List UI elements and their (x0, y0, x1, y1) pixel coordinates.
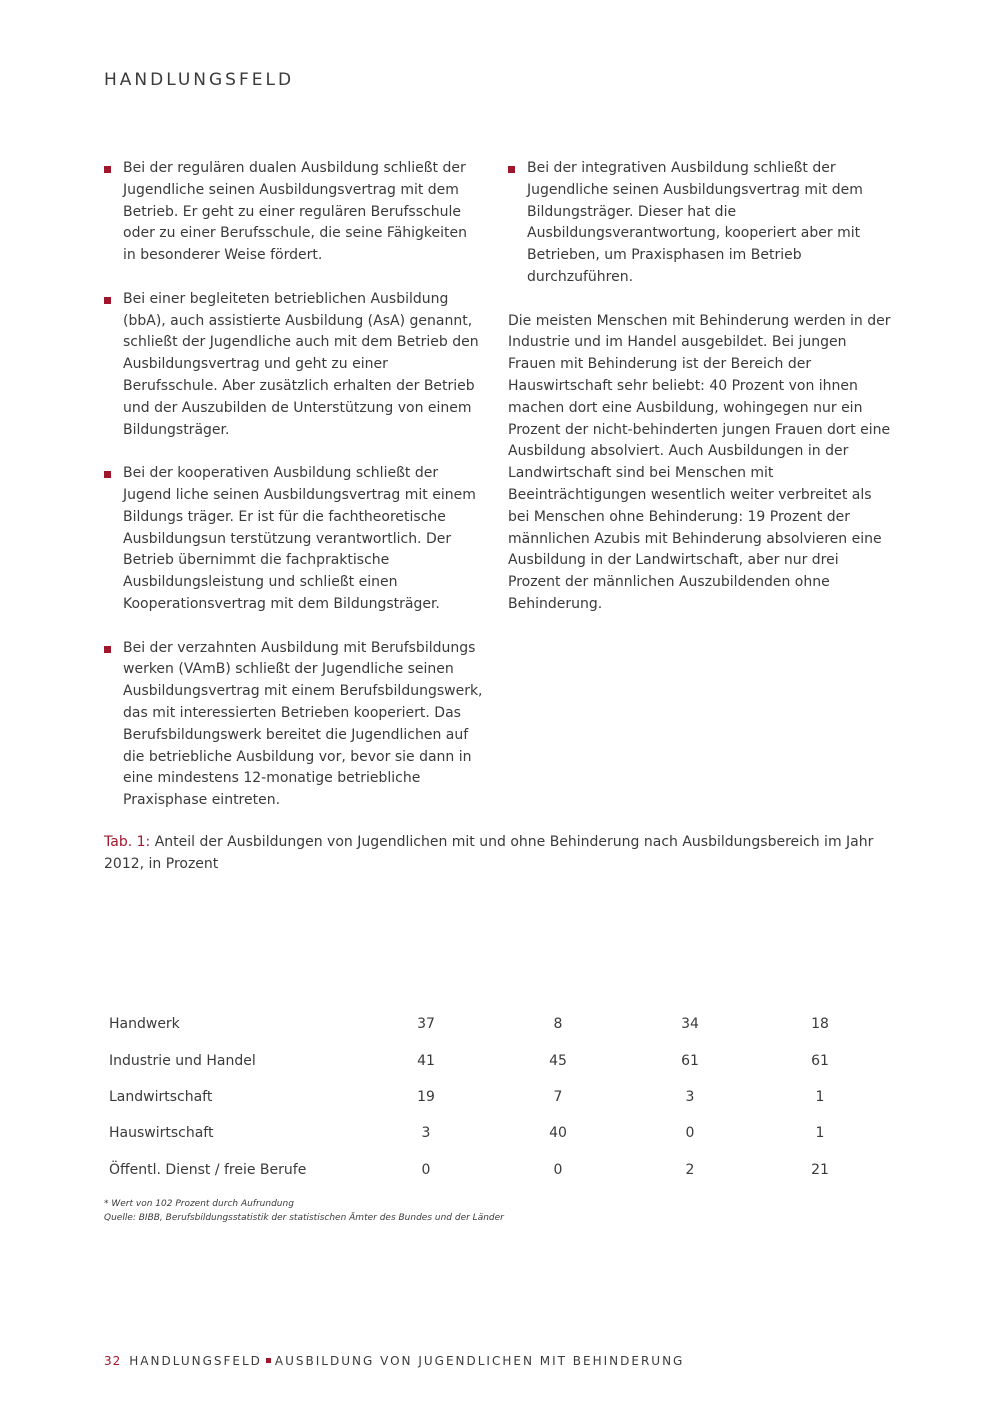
data-table (104, 1006, 884, 1188)
table-footnote: * Wert von 102 Prozent durch Aufrundung (104, 1199, 294, 1209)
bullet-square-icon (104, 646, 111, 653)
table-row (104, 1042, 884, 1078)
table-row (104, 1115, 884, 1151)
table-row (104, 1152, 884, 1188)
list-item (104, 638, 484, 812)
bullet-text: Bei einer begleiteten betrieblichen Ausbildung (bbA), auch assistierte Ausbildung (AsA) genannt, schließt der Jugendliche auch mit dem Betrieb den Ausbildungsvertrag und geht zu einer Berufsschule. Aber zusätzlich erhalten der Betrieb und der Auszubilden de Unterstützung von einem Bildungsträger. (123, 290, 479, 438)
row-label: Landwirtschaft (109, 1088, 213, 1105)
footer-title: AUSBILDUNG VON JUGENDLICHEN MIT BEHINDERUNG (274, 1354, 685, 1368)
table-cell: 2 (685, 1161, 695, 1178)
table-cell: 0 (685, 1125, 695, 1142)
table-cell: 18 (811, 1016, 829, 1033)
bullet-text: Bei der integrativen Ausbildung schließt der Jugendliche seinen Ausbildungsvertrag mit dem Bildungsträger. Dieser hat die Ausbildungsverantwortung, kooperiert aber mit Betrieben, um Praxisphasen im Betrieb durchzuführen. (527, 160, 863, 285)
table-cell: 45 (549, 1052, 567, 1069)
table-cell: 61 (811, 1052, 829, 1069)
bullet-text: Bei der verzahnten Ausbildung mit Berufsbildungs werken (VAmB) schließt der Jugendliche seinen Ausbildungsvertrag mit einem Berufsbildungswerk, das mit interessierten Betrieben kooperiert. Das Berufsbildungswerk bereitet die Jugendlichen auf die betriebliche Ausbildung vor, bevor sie dann in eine mindestens 12-monatige betriebliche Praxisphase eintreten. (123, 639, 483, 809)
table-cell: 41 (417, 1052, 435, 1069)
row-label: Handwerk (109, 1016, 180, 1033)
table-cell: 7 (553, 1088, 563, 1105)
table-notes (104, 1197, 504, 1225)
table-source: Quelle: BIBB, Berufsbildungsstatistik der statistischen Ämter des Bundes und der Länder (104, 1213, 504, 1223)
table-cell: 19 (417, 1088, 435, 1105)
table-cell: 8 (553, 1016, 563, 1033)
row-label: Hauswirtschaft (109, 1125, 214, 1142)
table-row (104, 1006, 884, 1042)
table-cell: 40 (549, 1125, 567, 1142)
left-column (104, 158, 484, 834)
list-item (104, 463, 484, 616)
table-cell: 1 (815, 1088, 825, 1105)
table-cell: 0 (421, 1161, 431, 1178)
table-cell: 61 (681, 1052, 699, 1069)
table-caption-label: Tab. 1: (104, 834, 151, 850)
page-number: 32 (104, 1354, 122, 1368)
right-column (508, 158, 892, 616)
page-header: HANDLUNGSFELD (104, 70, 295, 90)
table-cell: 37 (417, 1016, 435, 1033)
list-item (104, 289, 484, 442)
bullet-square-icon (508, 166, 515, 173)
row-label: Öffentl. Dienst / freie Berufe (109, 1161, 307, 1178)
table-caption-text: Anteil der Ausbildungen von Jugendlichen mit und ohne Behinderung nach Ausbildungsbereich im Jahr 2012, in Prozent (104, 834, 874, 872)
page-footer (104, 1354, 684, 1368)
bullet-square-icon (104, 166, 111, 173)
body-paragraph: Die meisten Menschen mit Behinderung werden in der Industrie und im Handel ausgebildet. Bei jungen Frauen mit Behinderung ist der Bereich der Hauswirtschaft sehr beliebt: 40 Prozent von ihnen machen dort eine Ausbildung, wohingegen nur ein Prozent der nicht-behinderten jungen Frauen dort eine Ausbildung absolviert. Auch Ausbildungen in der Landwirtschaft sind bei Menschen mit Beeinträchtigungen wesentlich weiter verbreitet als bei Menschen ohne Behinderung: 19 Prozent der männlichen Azubis mit Behinderung absolvieren eine Ausbildung in der Landwirtschaft, aber nur drei Prozent der männlichen Auszubildenden ohne Behinderung. (508, 312, 891, 612)
bullet-square-icon (104, 471, 111, 478)
table-cell: 0 (553, 1161, 563, 1178)
table-row (104, 1079, 884, 1115)
table-cell: 3 (421, 1125, 431, 1142)
bullet-square-icon (104, 297, 111, 304)
table-cell: 34 (681, 1016, 699, 1033)
table-cell: 21 (811, 1161, 829, 1178)
footer-section: HANDLUNGSFELD (129, 1354, 262, 1368)
row-label: Industrie und Handel (109, 1052, 256, 1069)
bullet-text: Bei der regulären dualen Ausbildung schließt der Jugendliche seinen Ausbildungsvertrag mit dem Betrieb. Er geht zu einer regulären Berufsschule oder zu einer Berufsschule, die seine Fähigkeiten in besonderer Weise fördert. (123, 160, 468, 264)
table-cell: 3 (685, 1088, 695, 1105)
footer-separator-square-icon (266, 1358, 271, 1363)
bullet-text: Bei der kooperativen Ausbildung schließt der Jugend liche seinen Ausbildungsvertrag mit einem Bildungs träger. Er ist für die fachtheoretische Ausbildungsun terstützung verantwortlich. Der Betrieb übernimmt die fachpraktische Ausbildungsleistung und schließt einen Kooperationsvertrag mit dem Bildungsträger. (123, 465, 476, 612)
list-item (104, 158, 484, 267)
list-item (508, 158, 892, 289)
table-cell: 1 (815, 1125, 825, 1142)
table-caption (104, 831, 904, 875)
